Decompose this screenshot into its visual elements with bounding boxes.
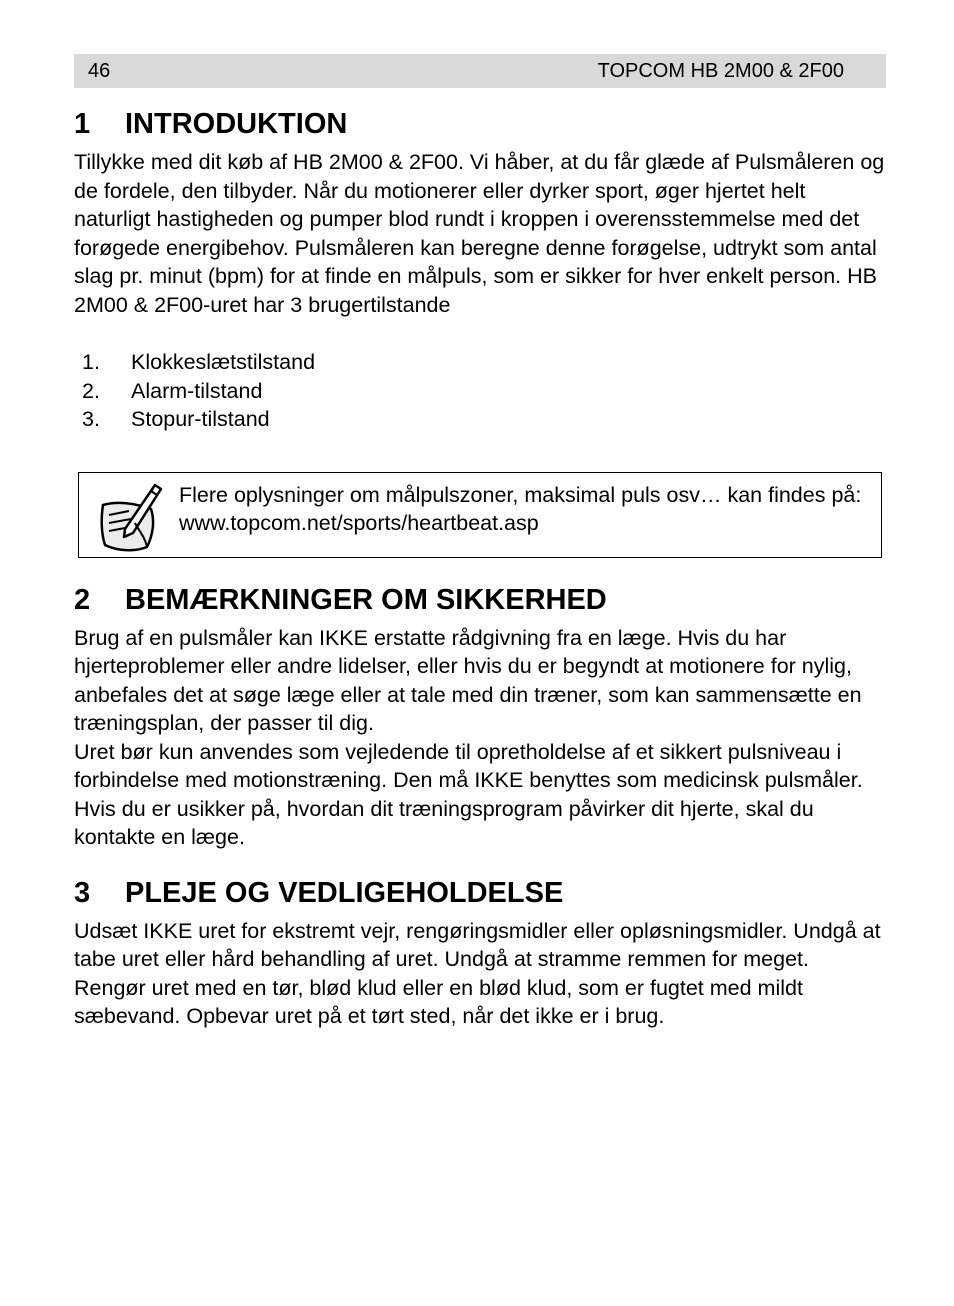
mode-list: [74, 348, 886, 434]
body-paragraph: Udsæt IKKE uret for ekstremt vejr, rengøringsmidler eller opløsningsmidler. Undgå at tabe uret eller hård behandling af uret. Undgå at stramme remmen for meget. Rengør uret med en tør, blød klud eller en blød klud, som er fugtet med mildt sæbevand. Opbevar uret på et tørt sted, når det ikke er i brug.: [74, 918, 881, 1028]
section-title: BEMÆRKNINGER OM SIKKERHED: [125, 583, 607, 616]
list-text: Alarm-tilstand: [131, 378, 263, 403]
note-pen-icon: [95, 479, 163, 553]
body-paragraph: Brug af en pulsmåler kan IKKE erstatte rådgivning fra en læge. Hvis du har hjerteproblemer eller andre lidelser, eller hvis du er begyndt at motionere for nylig, anbefales det at søge læge eller at tale med din træner, som kan sammensætte en træningsplan, der passer til dig.: [74, 625, 862, 735]
list-item: [74, 405, 886, 434]
page-content: [74, 104, 886, 1031]
section-heading: [74, 580, 886, 620]
section-title: PLEJE OG VEDLIGEHOLDELSE: [125, 876, 564, 909]
section-number: 1: [74, 108, 91, 140]
section-introduction: [74, 104, 886, 558]
list-item: [74, 348, 886, 377]
page-header: [74, 54, 886, 88]
section-heading: [74, 104, 886, 144]
section-care: [74, 873, 886, 1031]
list-text: Stopur-tilstand: [131, 407, 270, 431]
note-text: Flere oplysninger om målpulszoner, maksimal puls osv… kan findes på: www.topcom.net/sports/heartbeat.asp: [179, 482, 862, 535]
page-number: 46: [88, 59, 111, 82]
section-number: 2: [74, 583, 91, 616]
list-number: 3.: [82, 407, 100, 431]
note-box: [78, 472, 882, 558]
body-paragraph: Uret bør kun anvendes som vejledende til opretholdelse af et sikkert pulsniveau i forbindelse med motionstræning. Den må IKKE benyttes som medicinsk pulsmåler. Hvis du er usikker på, hvordan dit træningsprogram påvirker dit hjerte, skal du kontakte en læge.: [74, 739, 863, 849]
product-name: TOPCOM HB 2M00 & 2F00: [597, 59, 844, 82]
section-number: 3: [74, 876, 91, 909]
list-text: Klokkeslætstilstand: [131, 350, 316, 374]
list-number: 2.: [82, 378, 100, 403]
section-safety: [74, 580, 886, 852]
section-title: INTRODUKTION: [125, 108, 348, 140]
list-number: 1.: [82, 350, 100, 374]
section-heading: [74, 873, 886, 913]
body-paragraph: Tillykke med dit køb af HB 2M00 & 2F00. Vi håber, at du får glæde af Pulsmåleren og de fordele, den tilbyder. Når du motionerer eller dyrker sport, øger hjertet helt naturligt hastigheden og pumper blod rundt i kroppen i overensstemmelse med det forøgede energibehov. Pulsmåleren kan beregne denne forøgelse, udtrykt som antal slag pr. minut (bpm) for at finde en målpuls, som er sikker for hver enkelt person. HB 2M00 & 2F00-uret har 3 brugertilstande: [74, 150, 885, 317]
list-item: [74, 377, 886, 406]
